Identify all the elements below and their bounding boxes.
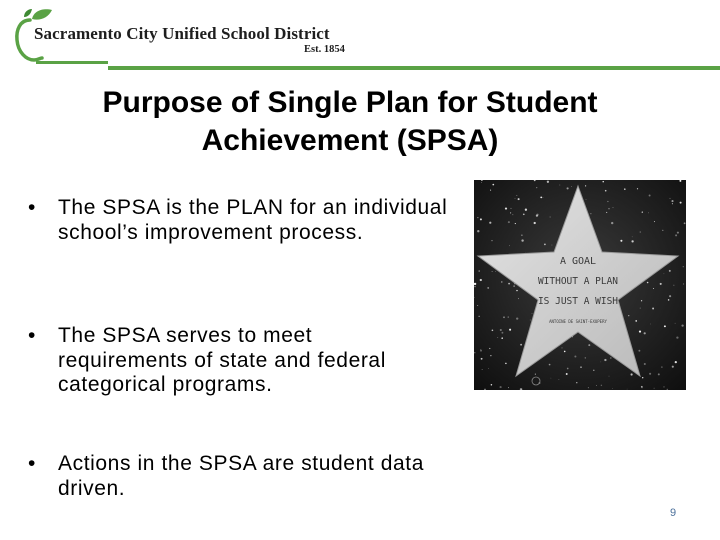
background-star (490, 355, 491, 356)
background-star (550, 217, 551, 218)
background-star (532, 313, 533, 314)
background-star (653, 288, 654, 289)
background-star (607, 201, 608, 202)
background-star (500, 329, 502, 331)
background-star (590, 213, 591, 214)
star-text-line-2: WITHOUT A PLAN (537, 276, 619, 287)
background-star (515, 223, 516, 224)
bullet-item (28, 324, 448, 398)
background-star (474, 352, 475, 353)
background-star (509, 245, 510, 246)
background-star (540, 197, 542, 199)
bullet-text: The SPSA is the PLAN for an individual school’s improvement process. (58, 196, 448, 244)
background-star (510, 212, 511, 213)
background-star (478, 270, 480, 272)
background-star (580, 366, 582, 368)
slide-title-line-1: Purpose of Single Plan for Student (102, 86, 598, 119)
background-star (477, 217, 478, 218)
background-star (477, 305, 478, 306)
background-star (631, 240, 633, 242)
background-star (481, 358, 483, 360)
background-star (649, 373, 651, 375)
background-star (680, 202, 682, 204)
background-star (669, 270, 671, 272)
background-star (547, 181, 549, 183)
background-star (586, 199, 587, 200)
background-star (536, 214, 538, 216)
background-star (489, 348, 490, 349)
background-star (551, 245, 552, 246)
page-number: 9 (669, 507, 677, 519)
background-star (604, 359, 606, 361)
background-star (544, 244, 546, 246)
background-star (658, 373, 660, 375)
background-star (525, 209, 527, 211)
background-star (654, 388, 655, 389)
background-star (511, 208, 512, 209)
background-star (684, 222, 686, 224)
background-star (664, 273, 665, 274)
background-star (518, 298, 519, 299)
background-star (516, 317, 518, 319)
background-star (638, 350, 640, 352)
background-star (635, 320, 637, 322)
slide-title-line-2: Achievement (SPSA) (201, 124, 499, 157)
background-star (567, 187, 569, 189)
background-star (487, 287, 489, 289)
background-star (474, 286, 475, 287)
background-star (640, 231, 642, 233)
background-star (683, 266, 684, 267)
background-star (641, 387, 642, 388)
background-star (500, 386, 502, 388)
district-name: Sacramento City Unified School District (34, 24, 330, 43)
background-star (516, 290, 517, 291)
background-star (644, 363, 646, 365)
background-star (518, 198, 520, 200)
background-star (612, 207, 613, 208)
background-star (662, 230, 663, 231)
background-star (596, 385, 597, 386)
background-star (624, 188, 626, 190)
background-star (501, 332, 503, 334)
background-star (501, 337, 503, 339)
background-star (480, 279, 482, 281)
background-star (601, 385, 602, 386)
star-photo-graphic (474, 180, 686, 390)
background-star (673, 285, 674, 286)
background-star (600, 362, 601, 363)
background-star (497, 337, 498, 338)
background-star (477, 230, 479, 232)
background-star (627, 389, 628, 390)
star-text-line-1: A GOAL (559, 256, 597, 267)
background-star (509, 329, 511, 331)
apple-leaf-small-icon (24, 9, 32, 17)
background-star (543, 197, 544, 198)
background-star (611, 222, 613, 224)
background-star (474, 297, 475, 298)
background-star (574, 355, 576, 357)
background-star (513, 285, 514, 286)
background-star (648, 212, 649, 213)
background-star (576, 382, 577, 383)
background-star (489, 222, 491, 224)
background-star (642, 377, 643, 378)
background-star (480, 218, 482, 220)
background-star (492, 329, 494, 331)
background-star (612, 388, 613, 389)
background-star (672, 203, 673, 204)
background-star (681, 324, 683, 326)
background-star (521, 235, 522, 236)
background-star (650, 324, 651, 325)
background-star (672, 366, 674, 368)
background-star (508, 317, 509, 318)
background-star (676, 336, 678, 338)
background-star (559, 379, 560, 380)
background-star (642, 211, 643, 212)
bullet-text: The SPSA serves to meet requirements of state and federal categorical programs. (58, 324, 386, 396)
background-star (536, 187, 537, 188)
district-logo[interactable] (14, 6, 360, 64)
background-star (661, 366, 662, 367)
background-star (683, 284, 684, 285)
background-star (512, 214, 513, 215)
background-star (675, 323, 676, 324)
background-star (654, 221, 655, 222)
background-star (492, 240, 493, 241)
header-rule (108, 66, 720, 70)
background-star (521, 239, 523, 241)
star-photo (474, 180, 686, 390)
background-star (474, 283, 476, 285)
background-star (644, 332, 646, 334)
background-star (490, 190, 491, 191)
background-star (628, 315, 629, 316)
background-star (481, 182, 482, 183)
star-text-line-4: ANTOINE DE SAINT-EXUPERY (549, 319, 607, 324)
background-star (492, 271, 493, 272)
background-star (649, 195, 651, 197)
background-star (588, 344, 590, 346)
background-star (606, 212, 607, 213)
background-star (675, 361, 677, 363)
bullet-marker: • (28, 196, 36, 219)
bullet-marker: • (28, 452, 36, 475)
background-star (679, 180, 681, 182)
background-star (479, 316, 480, 317)
background-star (564, 351, 566, 353)
bullet-item (28, 196, 448, 245)
logo-swoosh (36, 61, 108, 64)
header (0, 0, 720, 72)
bullet-item (28, 452, 448, 501)
background-star (664, 325, 666, 327)
background-star (549, 364, 551, 366)
background-star (632, 236, 633, 237)
background-star (482, 369, 483, 370)
background-star (588, 387, 589, 388)
background-star (605, 190, 607, 192)
background-star (505, 208, 507, 210)
background-star (669, 198, 670, 199)
background-star (503, 316, 505, 318)
background-star (608, 208, 609, 209)
background-star (620, 240, 622, 242)
background-star (664, 386, 665, 387)
background-star (523, 213, 525, 215)
background-star (652, 308, 654, 310)
background-star (561, 347, 562, 348)
background-star (492, 184, 494, 186)
background-star (508, 387, 509, 388)
background-star (505, 363, 507, 365)
background-star (637, 188, 638, 189)
background-star (559, 185, 560, 186)
background-star (603, 181, 604, 182)
background-star (677, 232, 679, 234)
background-star (530, 319, 531, 320)
background-star (495, 271, 496, 272)
background-star (641, 300, 642, 301)
background-star (480, 350, 482, 352)
background-star (508, 221, 510, 223)
background-star (520, 388, 522, 390)
background-star (508, 283, 510, 285)
background-star (534, 222, 536, 224)
background-star (551, 378, 552, 379)
background-star (631, 373, 633, 375)
background-star (516, 195, 517, 196)
background-star (491, 384, 493, 386)
background-star (647, 282, 649, 284)
background-star (501, 281, 502, 282)
background-star (488, 368, 489, 369)
background-star (567, 368, 569, 370)
slide-title (20, 84, 680, 160)
background-star (585, 357, 586, 358)
bullet-text: Actions in the SPSA are student data driven. (58, 452, 424, 500)
background-star (660, 283, 662, 285)
background-star (668, 299, 670, 301)
background-star (593, 370, 594, 371)
background-star (640, 308, 641, 309)
background-star (535, 374, 536, 375)
apple-leaf-icon (32, 9, 52, 19)
background-star (669, 295, 671, 297)
background-star (515, 198, 516, 199)
background-star (639, 331, 641, 333)
bullet-marker: • (28, 324, 36, 347)
star-text-line-3: IS JUST A WISH (537, 296, 619, 307)
established-year: Est. 1854 (304, 44, 345, 55)
background-star (610, 357, 612, 359)
background-star (571, 186, 572, 187)
background-star (671, 200, 673, 202)
background-star (675, 234, 677, 236)
background-star (585, 185, 586, 186)
background-star (609, 376, 610, 377)
background-star (520, 344, 522, 346)
background-star (566, 373, 568, 375)
